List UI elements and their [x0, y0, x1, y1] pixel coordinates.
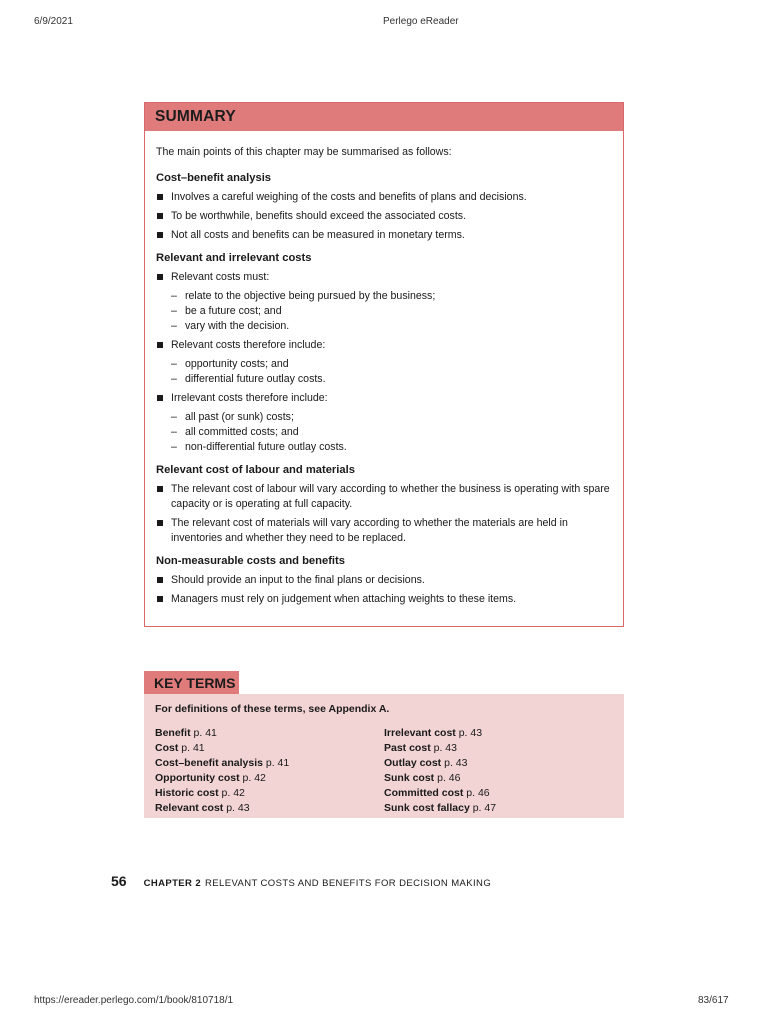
key-term-name: Benefit — [155, 727, 191, 739]
sub-item — [171, 304, 613, 319]
dash-bullet-icon: – — [171, 373, 177, 385]
summary-section — [156, 171, 613, 243]
key-term-item — [155, 741, 384, 756]
key-term-page: p. 41 — [193, 727, 217, 739]
sub-item-text: be a future cost; and — [185, 305, 282, 317]
bullet-text: Should provide an input to the final plans or decisions. — [171, 574, 425, 586]
key-term-name: Committed cost — [384, 787, 464, 799]
summary-section — [156, 554, 613, 607]
key-term-item — [384, 756, 613, 771]
key-term-page: p. 41 — [265, 757, 290, 769]
key-term-item — [384, 771, 613, 786]
key-terms-panel — [144, 694, 624, 818]
summary-body — [145, 131, 623, 607]
bullet-item — [156, 338, 613, 353]
key-term-name: Cost — [155, 742, 179, 754]
chapter-label: CHAPTER 2 — [143, 878, 202, 889]
chapter-title: RELEVANT COSTS AND BENEFITS FOR DECISION MAKING — [205, 878, 492, 889]
sub-item — [171, 357, 613, 372]
key-term-name: Past cost — [384, 742, 431, 754]
sub-list — [171, 357, 613, 387]
key-term-item — [155, 771, 384, 786]
bullet-text: The relevant cost of materials will vary according to whether the materials are held in inventories and whether they need to be replaced. — [171, 517, 568, 544]
bullet-item — [156, 391, 613, 406]
bullet-text: Irrelevant costs therefore include: — [171, 392, 328, 404]
bullet-item — [156, 592, 613, 607]
square-bullet-icon — [157, 342, 163, 348]
sub-item — [171, 440, 613, 455]
section-heading: Non-measurable costs and benefits — [156, 555, 345, 567]
key-term-item — [384, 786, 613, 801]
bullet-text: The relevant cost of labour will vary according to whether the business is operating with spare capacity or is operating at full capacity. — [171, 483, 610, 510]
key-term-item — [384, 726, 613, 741]
summary-intro: The main points of this chapter may be summarised as follows: — [156, 146, 452, 158]
bullet-text: Involves a careful weighing of the costs and benefits of plans and decisions. — [171, 191, 527, 203]
bullet-item — [156, 482, 613, 512]
square-bullet-icon — [157, 395, 163, 401]
square-bullet-icon — [157, 486, 163, 492]
bullet-text: Relevant costs must: — [171, 271, 270, 283]
key-term-page: p. 43 — [226, 802, 250, 814]
summary-section — [156, 251, 613, 455]
key-terms-intro: For definitions of these terms, see Appendix A. — [155, 703, 390, 715]
dash-bullet-icon: – — [171, 411, 177, 423]
sub-item-text: non-differential future outlay costs. — [185, 441, 347, 453]
dash-bullet-icon: – — [171, 305, 177, 317]
key-term-page: p. 41 — [181, 742, 205, 754]
key-term-page: p. 47 — [472, 802, 497, 814]
bullet-text: Not all costs and benefits can be measured in monetary terms. — [171, 229, 465, 241]
bullet-text: Relevant costs therefore include: — [171, 339, 326, 351]
dash-bullet-icon: – — [171, 426, 177, 438]
key-term-page: p. 46 — [466, 787, 490, 799]
key-term-page: p. 43 — [458, 727, 483, 739]
key-terms-column — [384, 726, 613, 816]
square-bullet-icon — [157, 274, 163, 280]
sub-item-text: vary with the decision. — [185, 320, 290, 332]
key-term-page: p. 43 — [444, 757, 468, 769]
sub-item-text: opportunity costs; and — [185, 358, 289, 370]
bullet-item — [156, 228, 613, 243]
bullet-item — [156, 516, 613, 546]
sub-item-text: differential future outlay costs. — [185, 373, 326, 385]
key-term-item — [384, 741, 613, 756]
sub-item-text: all committed costs; and — [185, 426, 299, 438]
square-bullet-icon — [157, 213, 163, 219]
key-term-page: p. 42 — [221, 787, 245, 799]
square-bullet-icon — [157, 194, 163, 200]
key-term-name: Historic cost — [155, 787, 219, 799]
dash-bullet-icon: – — [171, 320, 177, 332]
square-bullet-icon — [157, 520, 163, 526]
sub-list — [171, 289, 613, 334]
summary-sections — [156, 171, 613, 607]
key-terms-column — [155, 726, 384, 816]
key-term-name: Irrelevant cost — [384, 727, 456, 739]
summary-title: SUMMARY — [145, 103, 623, 131]
print-page-count: 83/617 — [698, 995, 729, 1006]
print-date: 6/9/2021 — [34, 16, 73, 27]
key-term-item — [155, 786, 384, 801]
sub-item — [171, 372, 613, 387]
dash-bullet-icon: – — [171, 290, 177, 302]
key-term-name: Opportunity cost — [155, 772, 240, 784]
section-heading: Relevant cost of labour and materials — [156, 464, 355, 476]
sub-item-text: relate to the objective being pursued by the business; — [185, 290, 436, 302]
key-term-name: Cost–benefit analysis — [155, 757, 263, 769]
sub-item — [171, 289, 613, 304]
bullet-item — [156, 573, 613, 588]
square-bullet-icon — [157, 232, 163, 238]
sub-item — [171, 410, 613, 425]
key-term-name: Relevant cost — [155, 802, 224, 814]
print-url: https://ereader.perlego.com/1/book/810718/1 — [34, 995, 234, 1006]
key-terms-columns — [155, 726, 613, 816]
key-term-item — [384, 801, 613, 816]
print-title: Perlego eReader — [383, 16, 459, 27]
sub-list — [171, 410, 613, 455]
square-bullet-icon — [157, 577, 163, 583]
key-term-page: p. 46 — [437, 772, 461, 784]
key-term-item — [155, 756, 384, 771]
dash-bullet-icon: – — [171, 441, 177, 453]
sub-item-text: all past (or sunk) costs; — [185, 411, 294, 423]
key-terms-title: KEY TERMS — [144, 671, 239, 694]
page-number: 56 — [111, 873, 127, 889]
summary-box — [144, 102, 624, 627]
bullet-item — [156, 190, 613, 205]
key-term-page: p. 43 — [433, 742, 457, 754]
section-heading: Relevant and irrelevant costs — [156, 252, 312, 264]
page-footer — [111, 873, 491, 889]
key-term-name: Sunk cost — [384, 772, 435, 784]
section-heading: Cost–benefit analysis — [156, 172, 272, 184]
square-bullet-icon — [157, 596, 163, 602]
bullet-text: To be worthwhile, benefits should exceed the associated costs. — [171, 210, 467, 222]
summary-section — [156, 463, 613, 546]
sub-item — [171, 425, 613, 440]
sub-item — [171, 319, 613, 334]
key-term-name: Outlay cost — [384, 757, 442, 769]
key-term-page: p. 42 — [242, 772, 266, 784]
dash-bullet-icon: – — [171, 358, 177, 370]
bullet-text: Managers must rely on judgement when attaching weights to these items. — [171, 593, 517, 605]
bullet-item — [156, 270, 613, 285]
bullet-item — [156, 209, 613, 224]
key-term-item — [155, 726, 384, 741]
key-term-item — [155, 801, 384, 816]
key-term-name: Sunk cost fallacy — [384, 802, 470, 814]
